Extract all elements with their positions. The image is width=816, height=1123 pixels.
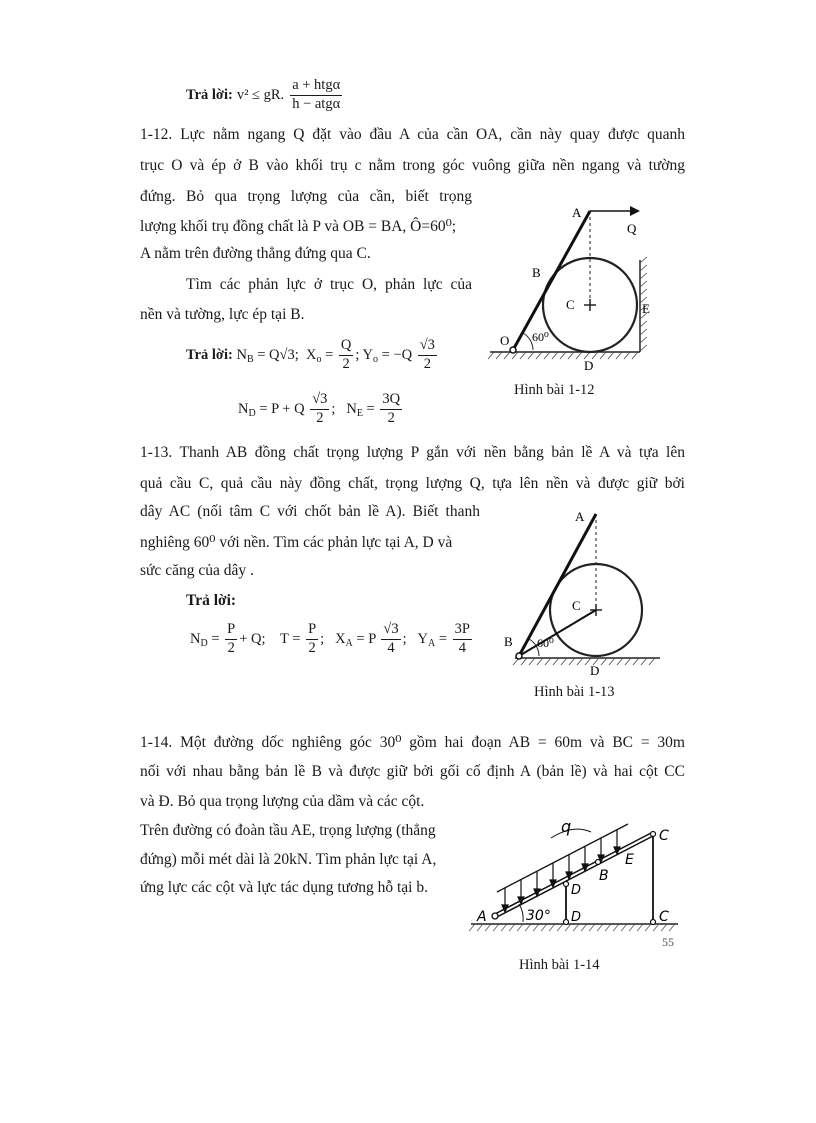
prev-answer-label: Trả lời:	[186, 87, 233, 104]
p12-answer-2: $N_D = P + Q$ $\frac{√3}{2}$ ; $N_E$ = $\frac{3Q}{2}$	[238, 391, 401, 426]
fig14-label-C2: C	[659, 909, 669, 925]
page-number: 55	[662, 935, 674, 949]
figure-1-14	[463, 800, 688, 955]
p12-line6: Tìm các phản lực ở trục O, phản lực của	[186, 276, 472, 293]
figure-1-13	[495, 500, 675, 680]
figure-1-12	[480, 195, 680, 395]
p13-line2: quả cầu C, quả cầu này đồng chất, trọng lượng Q, tựa lên nền và được giữ bởi	[140, 475, 685, 492]
fig14-label-angle: 30°	[526, 908, 551, 924]
p14-line4: Trên đường có đoàn tầu AE, trọng lượng (thẳng	[140, 822, 436, 839]
p12-line4: lượng khối trụ đồng chất là P và OB = BA, Ô=60⁰;	[140, 218, 457, 235]
p12-line5: A nằm trên đường thẳng đứng qua C.	[140, 245, 371, 262]
fig13-label-A: A	[575, 509, 585, 524]
fig12-caption: Hình bài 1-12	[514, 382, 595, 398]
fig12-label-O: O	[500, 333, 510, 348]
prev-answer	[186, 78, 344, 113]
fig12-label-A: A	[572, 205, 582, 220]
p14-line3: và Đ. Bỏ qua trọng lượng của dầm và các cột.	[140, 793, 425, 810]
p14-line1: 1-14. Một đường dốc nghiêng góc 30⁰ gồm hai đoạn AB = 60m và BC = 30m	[140, 734, 685, 751]
p14-line5: đứng) mỗi mét dài là 20kN. Tìm phản lực tại A,	[140, 851, 437, 868]
fig12-label-angle: 60⁰	[532, 330, 549, 344]
fig14-caption: Hình bài 1-14	[519, 957, 600, 973]
p12-line3: đứng. Bỏ qua trọng lượng của cần, biết trọng	[140, 188, 472, 205]
prev-answer-fraction: $\frac{\text{a + htgα}}{\text{h − atgα}}$	[292, 77, 341, 112]
fig12-label-B: B	[532, 265, 541, 280]
p12-answer-label: Trả lời:	[186, 346, 233, 363]
p12-line7: nền và tường, lực ép tại B.	[140, 306, 305, 323]
fig14-label-q: q	[561, 817, 572, 836]
fig12-label-Q: Q	[627, 221, 637, 236]
fig13-label-D: D	[590, 663, 600, 678]
p13-answer-label: Trả lời:	[186, 592, 237, 609]
fig12-label-D: D	[584, 358, 594, 373]
p13-line3: dây AC (nối tâm C với chốt bản lề A). Biết thanh	[140, 503, 480, 520]
fig14-label-D: D	[571, 883, 582, 898]
p13-answer: $N_D$ = $\frac{P}{2}$ + Q; T = $\frac{P}{2}$ ; $X_A = P$ $\frac{√3}{4}$ ; $Y_A$ = $\frac{3P}{4}$	[190, 621, 470, 656]
p12-line2: trục O và ép ở B vào khối trụ c nằm trong góc vuông giữa nền ngang và tường	[140, 157, 685, 174]
p13-line5: sức căng của dây .	[140, 562, 254, 579]
fig14-label-A: A	[477, 909, 487, 925]
fig13-label-C: C	[572, 598, 581, 613]
prev-answer-formula: v² ≤ gR.	[236, 87, 285, 104]
p14-line6: ứng lực các cột và lực tác dụng tương hỗ tại b.	[140, 879, 428, 896]
p13-line4: nghiêng 60⁰ với nền. Tìm các phản lực tại A, D và	[140, 534, 453, 551]
fig13-label-angle: 60⁰	[537, 636, 554, 650]
fig13-label-B: B	[504, 634, 513, 649]
fig13-caption: Hình bài 1-13	[534, 684, 615, 700]
fig14-label-D2: D	[571, 910, 582, 925]
p12-answer: Trả lời: $N_B = Q√3$; $X_o$ = $\frac{Q}{2}$ ; $Y_o = -Q$ $\frac{√3}{2}$	[186, 337, 435, 372]
fig12-label-E: E	[642, 301, 650, 316]
p12-line1: 1-12. Lực nằm ngang Q đặt vào đầu A của cần OA, cần này quay được quanh	[140, 126, 685, 143]
p13-line1: 1-13. Thanh AB đồng chất trọng lượng P gắn với nền bằng bản lề A và tựa lên	[140, 444, 685, 461]
fig14-label-C: C	[659, 828, 669, 844]
fig14-label-E: E	[625, 852, 634, 868]
fig12-label-C: C	[566, 297, 575, 312]
fig14-label-B: B	[599, 868, 609, 884]
p14-line2: nối với nhau bằng bản lề B và được giữ bởi gối cố định A (bản lề) và hai cột CC	[140, 763, 685, 780]
